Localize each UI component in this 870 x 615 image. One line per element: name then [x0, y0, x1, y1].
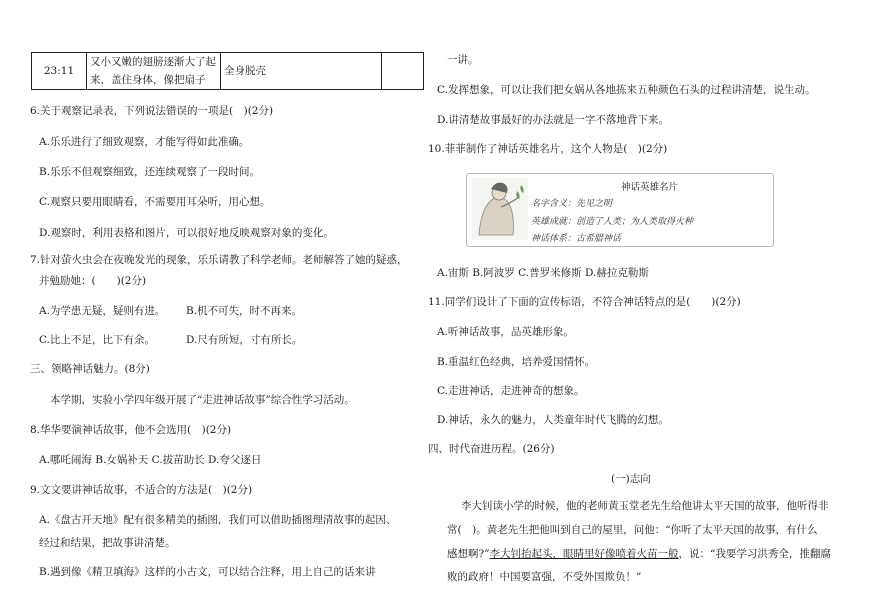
q6-option-a: A.乐乐进行了细致观察，才能写得如此准确。 [39, 136, 250, 148]
observation-line-1: 又小又嫩的翅膀逐渐大了起 [90, 56, 216, 68]
q11-option-b: B.重温红色经典，培养爱国情怀。 [437, 356, 596, 368]
q6-stem: 6.关于观察记录表，下列说法错误的一项是( )(2分) [30, 105, 274, 117]
observation-cell [87, 53, 221, 90]
time-cell: 23:11 [32, 53, 87, 90]
q7-stem-line-1: 7.针对萤火虫会在夜晚发光的现象，乐乐请教了科学老师。老师解答了她的疑惑， [30, 254, 408, 266]
section-3-intro: 本学期，实验小学四年级开展了“走进神话故事”综合性学习活动。 [50, 394, 355, 406]
observation-table [31, 52, 424, 90]
card-line-name: 名字含义：先见之明 [531, 199, 613, 209]
q9-option-b-line-2: 一讲。 [447, 54, 479, 66]
q8-stem: 8.华华要演神话故事，他不会选用( )(2分) [30, 424, 232, 436]
q10-options: A.宙斯 B.阿波罗 C.普罗米修斯 D.赫拉克勒斯 [437, 267, 649, 279]
card-line-achievement: 英雄成就：创造了人类；为人类取得火种 [531, 217, 694, 227]
subsection-title: (一)志向 [611, 473, 651, 485]
passage-line-3a: 感想啊?” [447, 548, 490, 560]
q7-option-c: C.比上不足，比下有余。 [39, 334, 155, 346]
q9-option-a-line-2: 经过和结果，把故事讲清楚。 [39, 537, 176, 549]
section-3-heading: 三、领略神话魅力。(8分) [30, 363, 150, 375]
hero-name-card [466, 173, 774, 247]
q9-option-a-line-1: A.《盘古开天地》配有很多精美的插图，我们可以借助插图理清故事的起因、 [39, 514, 397, 526]
passage-line-4: 败的政府！中国要富强，不受外国欺负！” [447, 571, 642, 583]
empty-cell [382, 53, 424, 90]
q9-option-b-line-1: B.遇到像《精卫填海》这样的小古文，可以结合注释，用上自己的话来讲 [39, 566, 376, 578]
underlined-sentence: 李大钊抬起头，眼睛里好像喷着火苗一般 [489, 548, 679, 560]
q6-option-d: D.观察时，利用表格和图片，可以很好地反映观察对象的变化。 [39, 227, 334, 239]
q6-option-c: C.观察只要用眼睛看，不需要用耳朵听，用心想。 [39, 196, 271, 208]
card-title: 神话英雄名片 [621, 182, 679, 193]
q9-option-c: C.发挥想象，可以让我们把女娲从各地拣来五种颜色石头的过程讲清楚，说生动。 [437, 84, 816, 96]
q11-stem: 11.同学们设计了下面的宣传标语，不符合神话特点的是( )(2分) [428, 296, 741, 308]
q8-options: A.哪吒闹海 B.女娲补天 C.拔苗助长 D.夸父逐日 [39, 454, 262, 466]
q7-option-d: D.尺有所短，寸有所长。 [186, 334, 303, 346]
q11-option-d: D.神话，永久的魅力，人类童年时代飞腾的幻想。 [437, 414, 669, 426]
q9-stem: 9.文文要讲神话故事，不适合的方法是( )(2分) [30, 484, 253, 496]
q7-stem-line-2: 并勉励她：( )(2分) [39, 275, 147, 287]
status-cell: 全身脱壳 [221, 53, 382, 90]
passage-line-3 [447, 547, 831, 561]
card-line-mythology: 神话体系：古希腊神话 [531, 234, 622, 244]
observation-line-2: 来，盖住身体，像把扇子 [90, 74, 206, 86]
q9-option-d: D.讲清楚故事最好的办法就是一字不落地背下来。 [437, 114, 669, 126]
q10-stem: 10.菲菲制作了神话英雄名片，这个人物是( )(2分) [428, 143, 668, 155]
passage-line-3c: ，说：“我要学习洪秀全，推翻腐 [678, 548, 831, 560]
q7-option-b: B.机不可失，时不再来。 [186, 305, 303, 317]
hero-illustration [471, 177, 529, 241]
passage-line-2: 常( )。黄老先生把他叫到自己的屋里，问他：“你听了太平天国的故事，有什么 [447, 524, 818, 536]
q7-option-a: A.为学患无疑，疑则有进。 [39, 305, 166, 317]
q11-option-a: A.听神话故事，品英雄形象。 [437, 326, 574, 338]
passage-line-1: 李大钊读小学的时候，他的老师黄玉堂老先生给他讲太平天国的故事，他听得非 [461, 500, 829, 512]
q6-option-b: B.乐乐不但观察细致，还连续观察了一段时间。 [39, 166, 261, 178]
q11-option-c: C.走进神话，走进神奇的想象。 [437, 385, 585, 397]
section-4-heading: 四、时代奋进历程。(26分) [428, 443, 555, 455]
